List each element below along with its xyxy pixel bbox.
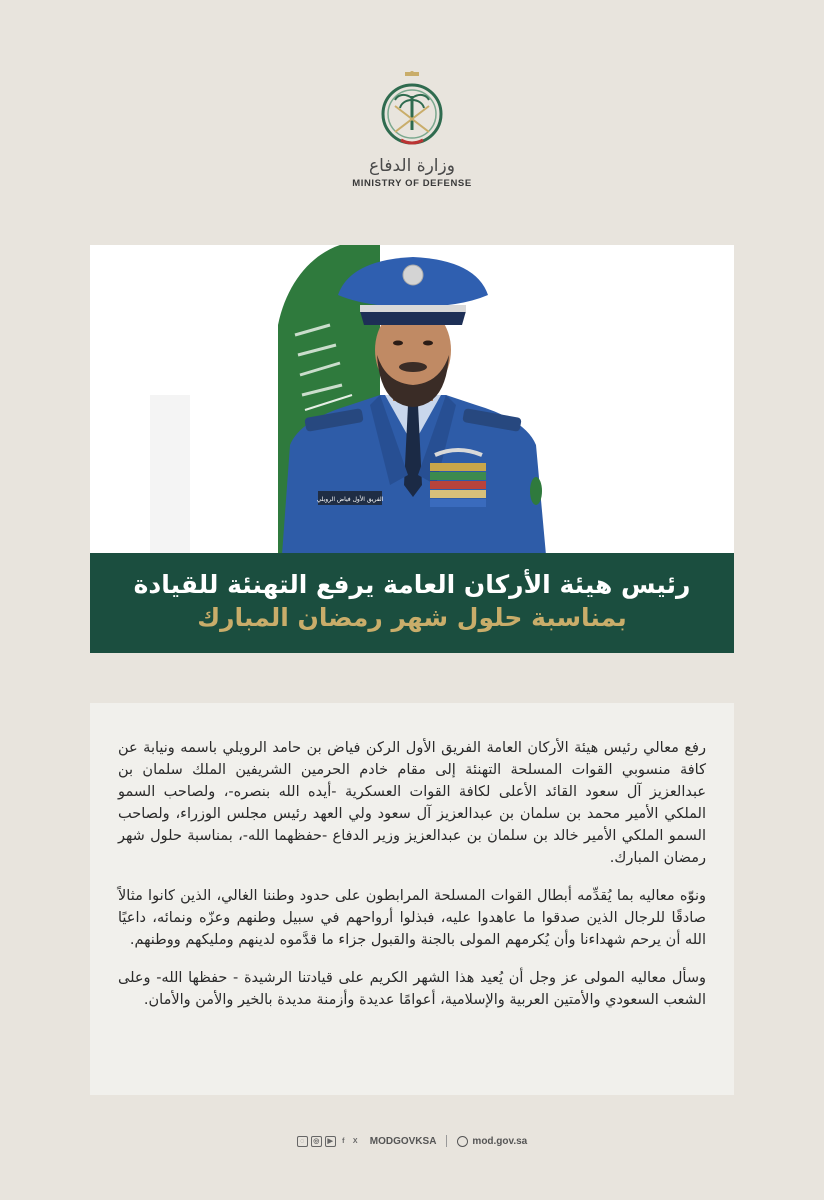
facebook-icon[interactable]: f: [342, 1137, 345, 1145]
social-icons: [297, 1136, 360, 1147]
youtube-icon[interactable]: ▶: [325, 1136, 336, 1147]
logo-english-text: MINISTRY OF DEFENSE: [352, 178, 472, 189]
paragraph: ونوّه معاليه بما يُقدِّمه أبطال القوات المسلحة المرابطون على حدود وطننا الغالي، الذين كانوا مثالاً صادقًا للرجال الذين صدقوا ما عاهدوا عليه، فبذلوا أرواحهم في سبيل وطنهم وعزّه ونمائه، داعيًا الله أن يرحم شهداءنا وأن يُكرمهم المولى بالجنة والقبول جزاء ما قدَّموه لدينهم ومليكهم ووطنهم.: [118, 888, 706, 948]
website-link[interactable]: [457, 1136, 527, 1147]
social-handle[interactable]: MODGOVKSA: [369, 1135, 437, 1147]
headline-banner: [90, 553, 734, 653]
ministry-logo: [0, 70, 824, 189]
medal-ribbons: [430, 463, 486, 507]
official-portrait: [90, 245, 734, 555]
x-icon[interactable]: X: [352, 1137, 358, 1145]
headline-line-2: بمناسبة حلول شهر رمضان المبارك: [197, 603, 627, 632]
footer: [0, 1130, 824, 1152]
emblem-icon: [381, 70, 443, 152]
website-text: mod.gov.sa: [472, 1135, 528, 1147]
logo-arabic-text: وزارة الدفاع: [369, 156, 455, 176]
divider: [446, 1135, 447, 1147]
name-tag: الفريق الأول فياض الرويلي: [316, 496, 384, 503]
headline-line-1: رئيس هيئة الأركان العامة يرفع التهنئة للقيادة: [133, 570, 691, 599]
globe-icon: [457, 1136, 468, 1147]
paragraph: رفع معالي رئيس هيئة الأركان العامة الفريق الأول الركن فياض بن حامد الرويلي باسمه ونيابة عن كافة منسوبي القوات المسلحة التهنئة إلى مقام خادم الحرمين الشريفين الملك سلمان بن عبدالعزيز آل سعود القائد الأعلى لكافة القوات العسكرية -أيده الله بنصره-، ولصاحب السمو الملكي الأمير محمد بن سلمان بن عبدالعزيز آل سعود ولي العهد رئيس مجلس الوزراء، ولصاحب السمو الملكي الأمير خالد بن سلمان بن عبدالعزيز وزير الدفاع -حفظهما الله-، بمناسبة حلول شهر رمضان المبارك.: [118, 740, 706, 866]
instagram-icon[interactable]: ◎: [311, 1136, 322, 1147]
statement-text: [90, 703, 734, 1095]
paragraph: وسأل معاليه المولى عز وجل أن يُعيد هذا الشهر الكريم على قيادتنا الرشيدة - حفظها الله- وعلى الشعب السعودي والأمتين العربية والإسلامية، أعوامًا عديدة وأزمنة مديدة بالخير والأمن والأمان.: [118, 970, 706, 1008]
snapchat-icon[interactable]: ◌: [297, 1136, 308, 1147]
